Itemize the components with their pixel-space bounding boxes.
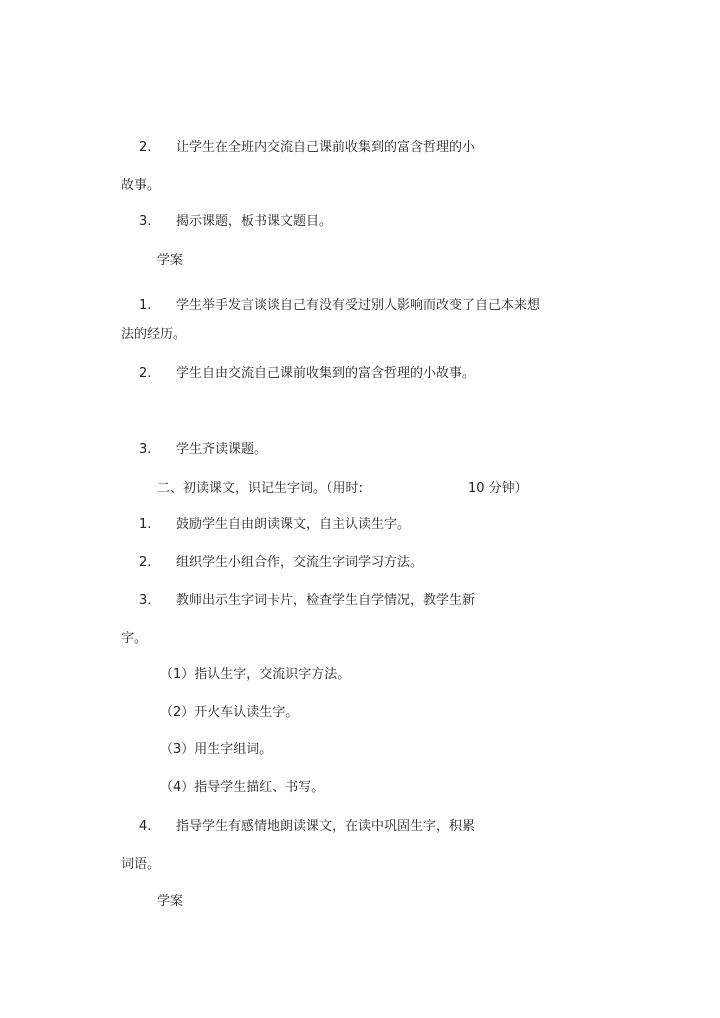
list-number: 2. (139, 366, 152, 381)
section-heading: 学案 (157, 253, 184, 268)
paragraph-line: 让学生在全班内交流自己课前收集到的富含哲理的小 (176, 140, 476, 155)
sub-item: （3）用生字组词。 (160, 742, 273, 757)
paragraph-line: 学生举手发言谈谈自己有没有受过别人影响而改变了自己本来想 (176, 298, 541, 313)
sub-item: （4）指导学生描红、书写。 (160, 780, 325, 795)
list-number: 3. (139, 593, 152, 608)
list-number: 3. (139, 442, 152, 457)
list-number: 3. (139, 214, 152, 229)
paragraph-line: 学生齐读课题。 (176, 442, 268, 457)
paragraph-line: 法的经历。 (121, 327, 187, 342)
section-heading: 二、初读课文，识记生字词。（用时: (157, 481, 363, 496)
paragraph-line: 学生自由交流自己课前收集到的富含哲理的小故事。 (176, 366, 476, 381)
paragraph-line: 词语。 (121, 857, 161, 872)
paragraph-line: 揭示课题，板书课文题目。 (176, 214, 333, 229)
paragraph-line: 组织学生小组合作，交流生字词学习方法。 (176, 555, 424, 570)
paragraph-line: 故事。 (121, 178, 161, 193)
sub-item: （2）开火车认读生字。 (160, 705, 299, 720)
list-number: 2. (139, 140, 152, 155)
paragraph-line: 字。 (121, 631, 148, 646)
paragraph-line: 指导学生有感情地朗读课文，在读中巩固生字，积累 (176, 819, 476, 834)
list-number: 2. (139, 555, 152, 570)
section-heading: 学案 (157, 894, 184, 909)
duration-text: 10 分钟） (468, 481, 528, 496)
list-number: 4. (139, 819, 152, 834)
paragraph-line: 鼓励学生自由朗读课文，自主认读生字。 (176, 517, 411, 532)
paragraph-line: 教师出示生字词卡片，检查学生自学情况，教学生新 (176, 593, 476, 608)
list-number: 1. (139, 517, 152, 532)
list-number: 1. (139, 298, 152, 313)
sub-item: （1）指认生字，交流识字方法。 (160, 667, 351, 682)
